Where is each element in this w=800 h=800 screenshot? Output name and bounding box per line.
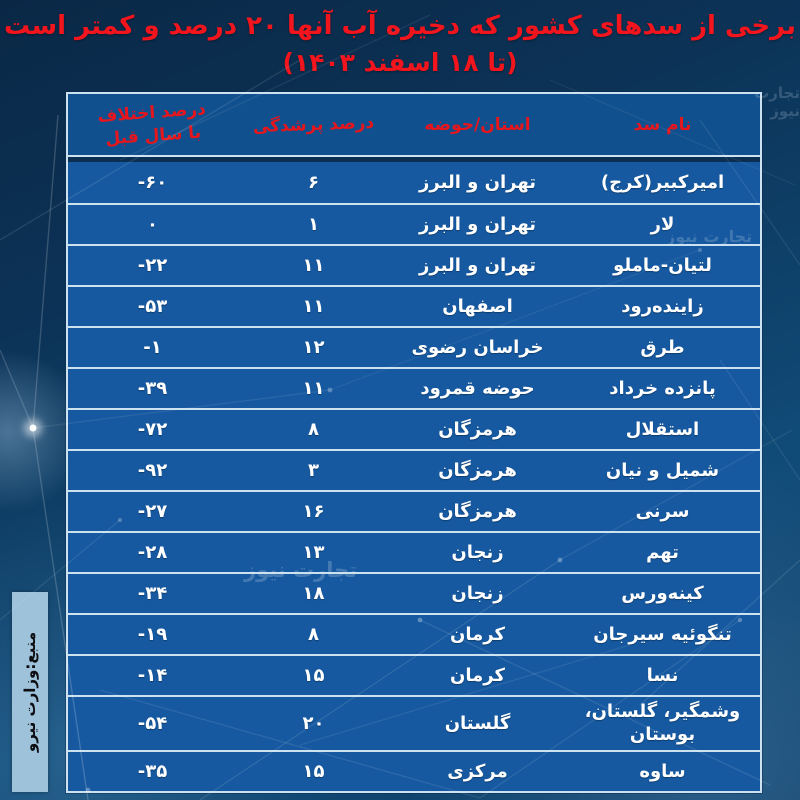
diff-percent-cell-value: -۳۵: [137, 760, 168, 782]
diff-percent-cell: [68, 292, 237, 321]
diff-percent-cell-value: -۳۹: [137, 377, 168, 399]
table-row: [68, 326, 760, 367]
fill-percent-cell: [237, 538, 390, 567]
dams-table: [66, 92, 762, 793]
diff-percent-cell: [68, 709, 237, 738]
fill-percent-cell-value: ۱۲: [302, 336, 325, 358]
diff-percent-cell: [68, 538, 237, 567]
dam-name-cell: وشمگیر، گلستان، بوستان: [584, 701, 741, 746]
table-row: [68, 203, 760, 244]
fill-percent-cell: [237, 210, 390, 239]
fill-percent-cell: [237, 292, 390, 321]
header-diff-percent: [67, 97, 239, 152]
table-row: [68, 750, 760, 791]
diff-percent-cell: [68, 374, 237, 403]
fill-percent-cell-value: ۳: [308, 459, 319, 481]
fill-percent-cell-value: ۲۰: [302, 712, 325, 734]
province-cell: تهران و البرز: [419, 213, 536, 235]
table-row: [68, 367, 760, 408]
table-row: [68, 572, 760, 613]
fill-percent-cell: [237, 456, 390, 485]
fill-percent-cell: [237, 374, 390, 403]
fill-percent-cell: [237, 757, 390, 786]
dam-name-cell: تنگوئیه سیرجان: [593, 623, 732, 645]
diff-percent-cell: [68, 333, 237, 362]
diff-percent-cell: [68, 497, 237, 526]
fill-percent-cell: [237, 579, 390, 608]
diff-percent-cell: [68, 579, 237, 608]
watermark: تجارت نیوز: [754, 84, 800, 120]
fill-percent-cell-value: ۶: [308, 171, 319, 193]
fill-percent-cell: [237, 168, 390, 197]
table-row: [68, 408, 760, 449]
fill-percent-cell: [237, 415, 390, 444]
diff-percent-cell: [68, 620, 237, 649]
diff-percent-cell: [68, 456, 237, 485]
table-row: [68, 531, 760, 572]
table-row: [68, 449, 760, 490]
fill-percent-cell-value: ۱۵: [302, 664, 325, 686]
fill-percent-cell-value: ۱۱: [302, 254, 325, 276]
dam-name-cell: تهم: [646, 541, 679, 563]
table-body: [68, 162, 760, 791]
province-cell: اصفهان: [442, 295, 513, 317]
fill-percent-cell-value: ۱۳: [302, 541, 325, 563]
province-cell: مرکزی: [447, 760, 508, 782]
fill-percent-cell: [237, 333, 390, 362]
province-cell: زنجان: [451, 541, 504, 563]
dam-name-cell: شمیل و نیان: [605, 459, 720, 481]
province-cell: کرمان: [450, 623, 505, 645]
dam-name-cell: امیرکبیر(کرج): [600, 171, 725, 193]
diff-percent-cell-value: -۱: [143, 336, 162, 358]
diff-percent-cell: [68, 210, 237, 239]
source-label: منبع:وزارت نیرو: [21, 631, 40, 753]
dam-name-cell: ساوه: [639, 760, 686, 782]
dam-name-cell: نسا: [646, 664, 679, 686]
province-cell: کرمان: [450, 664, 505, 686]
diff-percent-cell-value: -۳۴: [137, 582, 168, 604]
fill-percent-cell-value: ۱۵: [302, 760, 325, 782]
diff-percent-cell-value: -۲۷: [137, 500, 168, 522]
diff-percent-cell-value: -۱۴: [137, 664, 168, 686]
table-row: [68, 490, 760, 531]
diff-percent-cell: [68, 251, 237, 280]
fill-percent-cell-value: ۱۱: [302, 377, 325, 399]
fill-percent-cell: [237, 661, 390, 690]
province-cell: زنجان: [451, 582, 504, 604]
watermark: تجارت نیوز: [666, 227, 753, 246]
title-line-1: برخی از سدهای کشور که دخیره آب آنها ۲۰ درصد و کمتر است: [4, 11, 796, 41]
dam-name-cell: پانزده خرداد: [609, 377, 716, 399]
page-title: [0, 7, 800, 78]
fill-percent-cell-value: ۸: [308, 418, 319, 440]
province-cell: حوضه قمرود: [420, 377, 535, 399]
dam-name-cell: طرق: [640, 336, 685, 358]
fill-percent-cell-value: ۱۶: [302, 500, 325, 522]
province-cell: هرمزگان: [438, 418, 517, 440]
fill-percent-cell: [237, 251, 390, 280]
province-cell: هرمزگان: [438, 500, 517, 522]
diff-percent-cell: [68, 661, 237, 690]
province-cell: خراسان رضوی: [411, 336, 544, 358]
diff-percent-cell: [68, 757, 237, 786]
province-cell: گلستان: [444, 712, 511, 734]
fill-percent-cell: [237, 497, 390, 526]
dam-name-cell: کینه‌ورس: [621, 582, 704, 604]
diff-percent-cell-value: -۶۰: [137, 171, 168, 193]
title-line-2: (تا ۱۸ اسفند ۱۴۰۳): [282, 48, 518, 77]
fill-percent-cell: [237, 620, 390, 649]
dam-name-cell: استقلال: [625, 418, 700, 440]
diff-percent-cell-value: -۵۳: [137, 295, 168, 317]
header-diff-line-2: با سال قبل: [104, 122, 202, 150]
fill-percent-cell-value: ۱۱: [302, 295, 325, 317]
watermark: تجارت نیوز: [244, 558, 358, 582]
fill-percent-cell-value: ۸: [308, 623, 319, 645]
header-fill-percent: درصد پرشدگی: [252, 112, 375, 137]
table-header-row: [68, 94, 760, 157]
diff-percent-cell-value: -۲۲: [137, 254, 168, 276]
table-row: [68, 613, 760, 654]
dam-name-cell: لتیان-ماملو: [613, 254, 712, 276]
table-row: [68, 695, 760, 750]
dam-name-cell: لار: [650, 213, 675, 235]
table-row: [68, 654, 760, 695]
fill-percent-cell-value: ۱: [308, 213, 319, 235]
table-row: [68, 285, 760, 326]
fill-percent-cell-value: ۱۸: [302, 582, 325, 604]
diff-percent-cell-value: -۵۴: [137, 712, 168, 734]
diff-percent-cell-value: ۰: [147, 213, 158, 235]
header-province-basin: استان/حوضه: [424, 114, 531, 135]
province-cell: تهران و البرز: [419, 254, 536, 276]
table-row: [68, 244, 760, 285]
header-dam-name: نام سد: [633, 114, 692, 135]
diff-percent-cell: [68, 168, 237, 197]
fill-percent-cell: [237, 709, 390, 738]
diff-percent-cell-value: -۹۲: [137, 459, 168, 481]
header-diff-line-1: درصد اختلاف: [96, 99, 207, 127]
diff-percent-cell-value: -۲۸: [137, 541, 168, 563]
province-cell: تهران و البرز: [419, 171, 536, 193]
province-cell: هرمزگان: [438, 459, 517, 481]
diff-percent-cell-value: -۷۲: [137, 418, 168, 440]
source-strip: [12, 592, 48, 792]
table-row: [68, 162, 760, 203]
diff-percent-cell-value: -۱۹: [137, 623, 168, 645]
diff-percent-cell: [68, 415, 237, 444]
dam-name-cell: زاینده‌رود: [621, 295, 704, 317]
dam-name-cell: سرنی: [635, 500, 690, 522]
